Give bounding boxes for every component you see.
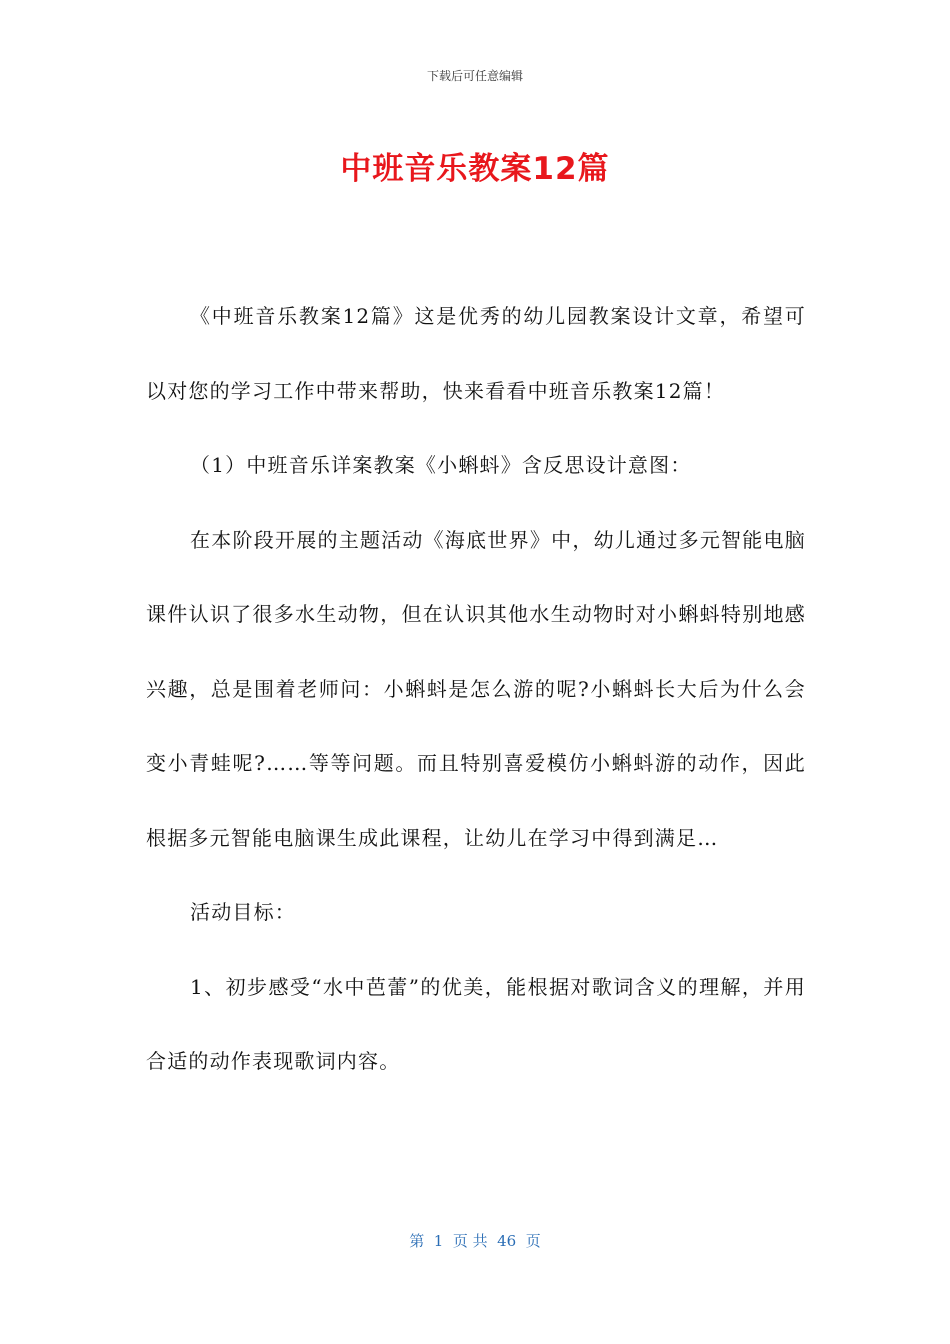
paragraph-intro: 《中班音乐教案12篇》这是优秀的幼儿园教案设计文章，希望可以对您的学习工作中带来帮助，快来看看中班音乐教案12篇！ xyxy=(146,304,806,403)
paragraph-design-intent: 在本阶段开展的主题活动《海底世界》中，幼儿通过多元智能电脑课件认识了很多水生动物，但在认识其他水生动物时对小蝌蚪特别地感兴趣，总是围着老师问：小蝌蚪是怎么游的呢?小蝌蚪长大后为什么会变小青蛙呢?……等等问题。而且特别喜爱模仿小蝌蚪游的动作，因此根据多元智能电脑课生成此课程，让幼儿在学习中得到满足… xyxy=(146,527,806,850)
document-body xyxy=(146,279,806,1099)
document-title: 中班音乐教案12篇 xyxy=(340,151,610,187)
header-note: 下载后可任意编辑 xyxy=(426,69,523,83)
paragraph-section-heading: （1）中班音乐详案教案《小蝌蚪》含反思设计意图： xyxy=(190,453,692,477)
paragraph-objectives-heading: 活动目标： xyxy=(190,900,296,924)
paragraph-objective-1: 1、初步感受“水中芭蕾”的优美，能根据对歌词含义的理解，并用合适的动作表现歌词内容。 xyxy=(146,974,806,1073)
page-number-footer: 第 1 页 共 46 页 xyxy=(409,1232,541,1250)
